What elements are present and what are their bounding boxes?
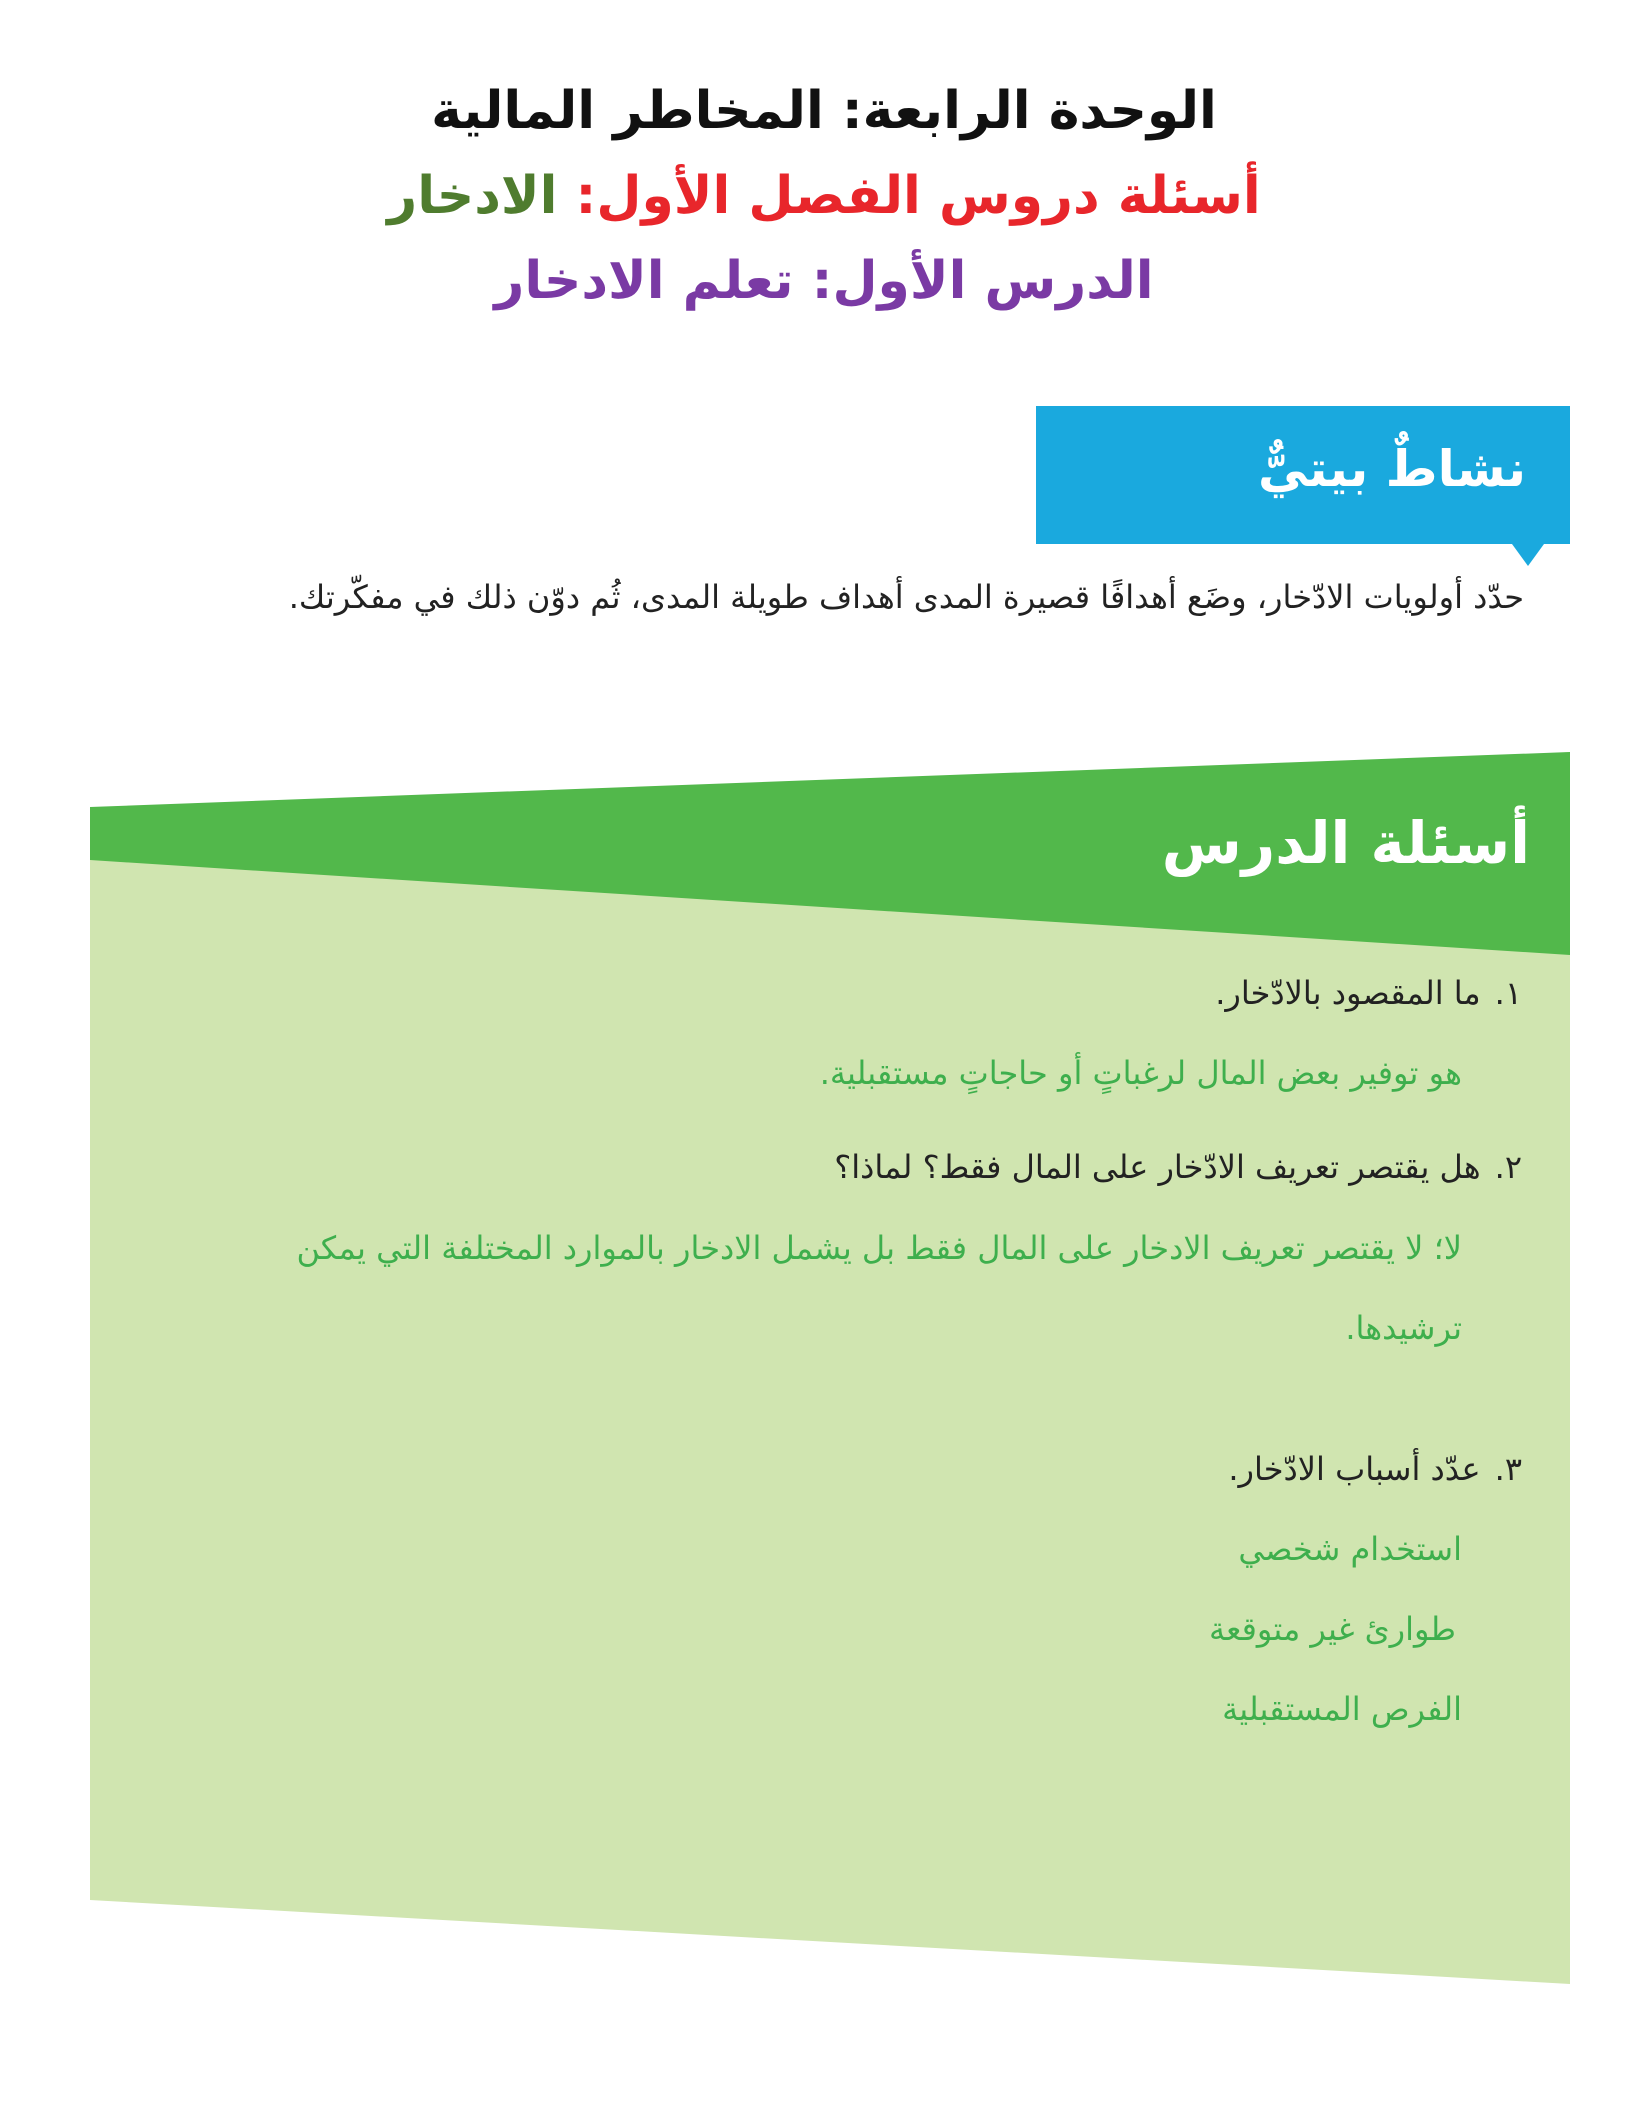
chapter-title-prefix: أسئلة دروس الفصل الأول: [575,166,1261,226]
question-3 [1228,1450,1522,1488]
home-activity-instruction: حدّد أولويات الادّخار، وضَع أهدافًا قصيرة المدى أهداف طويلة المدى، ثُم دوّن ذلك في مفكّرتك. [288,578,1524,616]
question-2-text: هل يقتصر تعريف الادّخار على المال فقط؟ لماذا؟ [834,1148,1481,1186]
chapter-title-name: الادخار [387,166,558,226]
question-3-number: ٣. [1494,1450,1522,1488]
question-3-answer-line: استخدام شخصي [1238,1530,1462,1568]
chapter-title [0,166,1648,226]
question-3-text: عدّد أسباب الادّخار. [1228,1450,1481,1488]
question-2-answer-line: ترشيدها. [1345,1309,1462,1347]
home-activity-banner [1036,406,1570,544]
home-activity-title: نشاطٌ بيتيٌّ [1258,440,1526,498]
panel-background [90,752,1570,1984]
question-1 [1215,974,1522,1012]
question-2-number: ٢. [1494,1148,1522,1186]
question-1-text: ما المقصود بالادّخار. [1215,974,1481,1012]
question-3-answer-line: الفرص المستقبلية [1222,1690,1462,1728]
question-1-number: ١. [1494,974,1522,1012]
question-2-answer-line: لا؛ لا يقتصر تعريف الادخار على المال فقط بل يشمل الادخار بالموارد المختلفة التي يمكن [296,1229,1462,1267]
question-3-answer-line: طوارئ غير متوقعة [1209,1610,1456,1648]
question-2 [834,1148,1522,1186]
lesson-title: الدرس الأول: تعلم الادخار [494,251,1154,311]
question-1-answer-line: هو توفير بعض المال لرغباتٍ أو حاجاتٍ مستقبلية. [819,1054,1462,1092]
lesson-questions-title: أسئلة الدرس [1161,809,1530,877]
lesson-questions-panel [90,752,1570,1984]
unit-title: الوحدة الرابعة: المخاطر المالية [431,81,1217,141]
